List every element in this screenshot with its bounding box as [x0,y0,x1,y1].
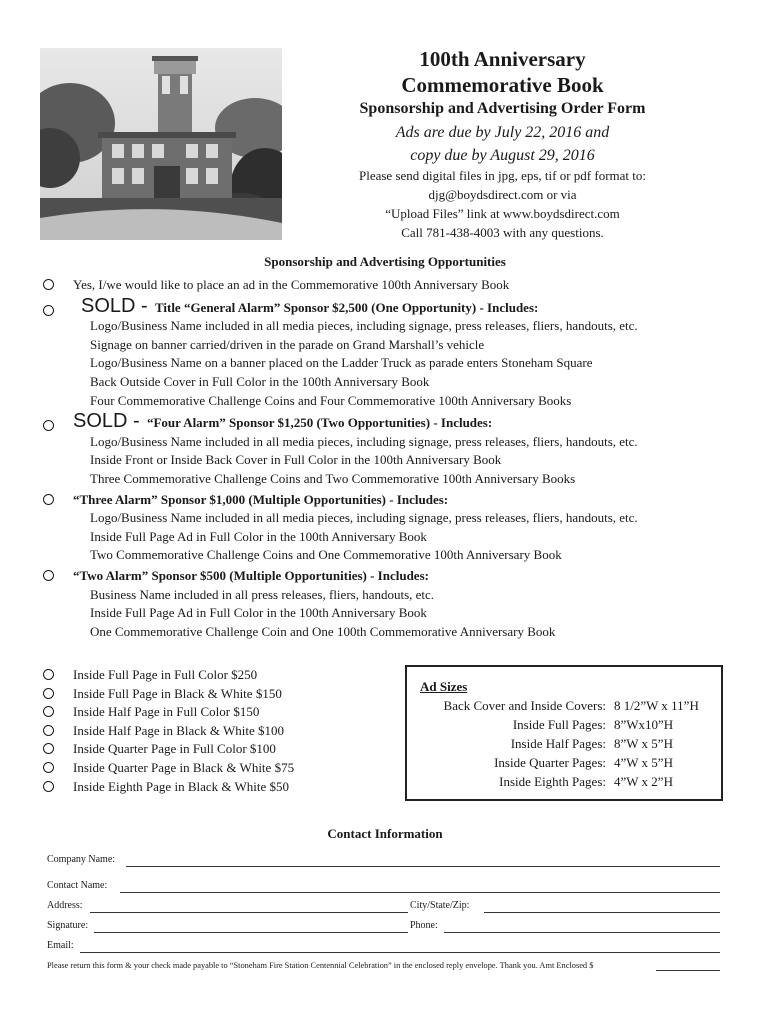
contact-name-label: Contact Name: [47,880,108,891]
due-date-line1: Ads are due by July 22, 2016 and [395,124,610,141]
address-label: Address: [47,900,83,911]
ad-option-checkbox[interactable] [43,706,54,717]
general-alarm-sold-label: SOLD - [81,294,148,317]
general-alarm-item: Four Commemorative Challenge Coins and Four Commemorative 100th Anniversary Books [90,392,572,408]
ad-option [73,740,294,759]
two-alarm-heading: “Two Alarm” Sponsor $500 (Multiple Opportunities) - Includes: [73,567,429,583]
info-upload: “Upload Files” link at www.boydsdirect.com [385,206,620,221]
ad-size-row [407,696,699,715]
ad-option [73,666,294,685]
ad-size-row [407,734,673,753]
address-field[interactable] [90,912,408,913]
ad-sizes-box [405,665,723,801]
signature-field[interactable] [94,932,408,933]
city-state-zip-label: City/State/Zip: [410,900,470,911]
info-phone: Call 781-438-4003 with any questions. [401,225,604,240]
general-alarm-item: Signage on banner carried/driven in the parade on Grand Marshall’s vehicle [90,336,485,352]
ad-option-checkbox[interactable] [43,762,54,773]
ad-size-row [407,753,673,772]
ad-option-label: Inside Quarter Page in Black & White $75 [73,759,295,775]
ad-option [73,778,294,797]
page-title-line2: Commemorative Book [401,73,604,97]
two-alarm-checkbox[interactable] [43,570,54,581]
ad-option-checkbox[interactable] [43,725,54,736]
four-alarm-item: Inside Front or Inside Back Cover in Full Color in the 100th Anniversary Book [90,452,502,468]
ad-size-row [407,715,673,734]
email-label: Email: [47,940,74,951]
two-alarm-item: Inside Full Page Ad in Full Color in the 100th Anniversary Book [90,605,427,621]
ad-size-value: 8 1/2”W x 11”H [614,698,699,713]
sponsorship-list [73,276,638,641]
phone-field[interactable] [444,932,720,933]
ad-option-checkbox[interactable] [43,743,54,754]
ad-option-label: Inside Full Page in Black & White $150 [73,685,282,701]
ad-option-checkbox[interactable] [43,688,54,699]
signature-label: Signature: [47,920,89,931]
ad-size-label: Inside Quarter Pages: [494,755,606,770]
three-alarm-item: Two Commemorative Challenge Coins and One Commemorative 100th Anniversary Book [90,547,562,563]
four-alarm-option [73,412,638,433]
two-alarm-item: Business Name included in all press releases, fliers, handouts, etc. [90,586,435,602]
four-alarm-checkbox[interactable] [43,420,54,431]
ad-size-value: 4”W x 5”H [614,755,673,770]
ad-option-checkbox[interactable] [43,669,54,680]
ad-size-label: Inside Eighth Pages: [499,774,606,789]
four-alarm-heading: “Four Alarm” Sponsor $1,250 (Two Opportunities) - Includes: [146,415,493,431]
general-alarm-item: Logo/Business Name included in all media pieces, including signage, press releases, fliers, handouts, etc. [90,318,638,334]
footer-text: Please return this form & your check made payable to “Stoneham Fire Station Centennial Celebration” in the enclosed reply envelope. Thank you. Amt Enclosed $ [47,961,594,970]
two-alarm-item: One Commemorative Challenge Coin and One 100th Commemorative Anniversary Book [90,623,556,639]
amount-enclosed-field[interactable] [656,970,720,971]
three-alarm-item: Logo/Business Name included in all media pieces, including signage, press releases, fliers, handouts, etc. [90,510,638,526]
ad-size-value: 8”W x 5”H [614,736,673,751]
ad-option-label: Inside Full Page in Full Color $250 [73,667,258,682]
three-alarm-item: Inside Full Page Ad in Full Color in the 100th Anniversary Book [90,528,427,544]
ad-option [73,722,294,741]
ad-option-label: Inside Quarter Page in Full Color $100 [73,741,276,757]
four-alarm-item: Logo/Business Name included in all media pieces, including signage, press releases, fliers, handouts, etc. [90,433,638,449]
ad-options-list [73,666,294,796]
fire-station-illustration [40,48,282,240]
ad-size-value: 4”W x 2”H [614,774,673,789]
page-title-line1: 100th Anniversary [419,47,586,71]
general-alarm-heading: Title “General Alarm” Sponsor $2,500 (One Opportunity) - Includes: [154,299,539,315]
footer-note [47,961,593,970]
ad-option-label: Inside Eighth Page in Black & White $50 [73,778,290,794]
general-alarm-item: Back Outside Cover in Full Color in the 100th Anniversary Book [90,373,430,389]
fire-station-photo [40,48,282,240]
ad-size-label: Inside Full Pages: [512,717,606,732]
ad-sizes-title: Ad Sizes [420,679,468,694]
ad-option-label: Inside Half Page in Full Color $150 [73,704,260,720]
two-alarm-option [73,567,638,586]
intro-checkbox[interactable] [43,279,54,290]
ad-option-checkbox[interactable] [43,781,54,792]
page-subtitle: Sponsorship and Advertising Order Form [359,100,646,117]
three-alarm-heading: “Three Alarm” Sponsor $1,000 (Multiple Opportunities) - Includes: [73,491,449,507]
ad-size-value: 8”Wx10”H [614,717,674,732]
info-line1: Please send digital files in jpg, eps, tif or pdf format to: [358,168,647,183]
ad-option [73,685,294,704]
intro-text: Yes, I/we would like to place an ad in the Commemorative 100th Anniversary Book [73,277,510,292]
three-alarm-option [73,491,638,510]
four-alarm-item: Three Commemorative Challenge Coins and Two Commemorative 100th Anniversary Books [90,470,576,486]
due-date-line2: copy due by August 29, 2016 [410,147,595,164]
email-field[interactable] [80,952,720,953]
general-alarm-item: Logo/Business Name on a banner placed on the Ladder Truck as parade enters Stoneham Square [90,355,593,371]
ad-option [73,703,294,722]
info-email: djg@boydsdirect.com or via [428,187,577,202]
ad-option-label: Inside Half Page in Black & White $100 [73,722,284,738]
contact-name-field[interactable] [120,892,720,893]
form-header [300,46,705,242]
company-name-field[interactable] [126,866,720,867]
intro-option [73,276,638,295]
ad-size-label: Back Cover and Inside Covers: [443,698,606,713]
city-state-zip-field[interactable] [484,912,720,913]
three-alarm-checkbox[interactable] [43,494,54,505]
ad-size-row [407,772,673,791]
company-name-label: Company Name: [47,854,116,865]
ad-option [73,759,294,778]
contact-section-title: Contact Information [327,826,443,841]
ad-size-label: Inside Half Pages: [510,736,606,751]
phone-label: Phone: [410,920,438,931]
four-alarm-sold-label: SOLD - [73,410,140,433]
general-alarm-option [73,294,638,318]
sponsorship-section-title: Sponsorship and Advertising Opportunities [264,254,506,269]
general-alarm-checkbox[interactable] [43,305,54,316]
